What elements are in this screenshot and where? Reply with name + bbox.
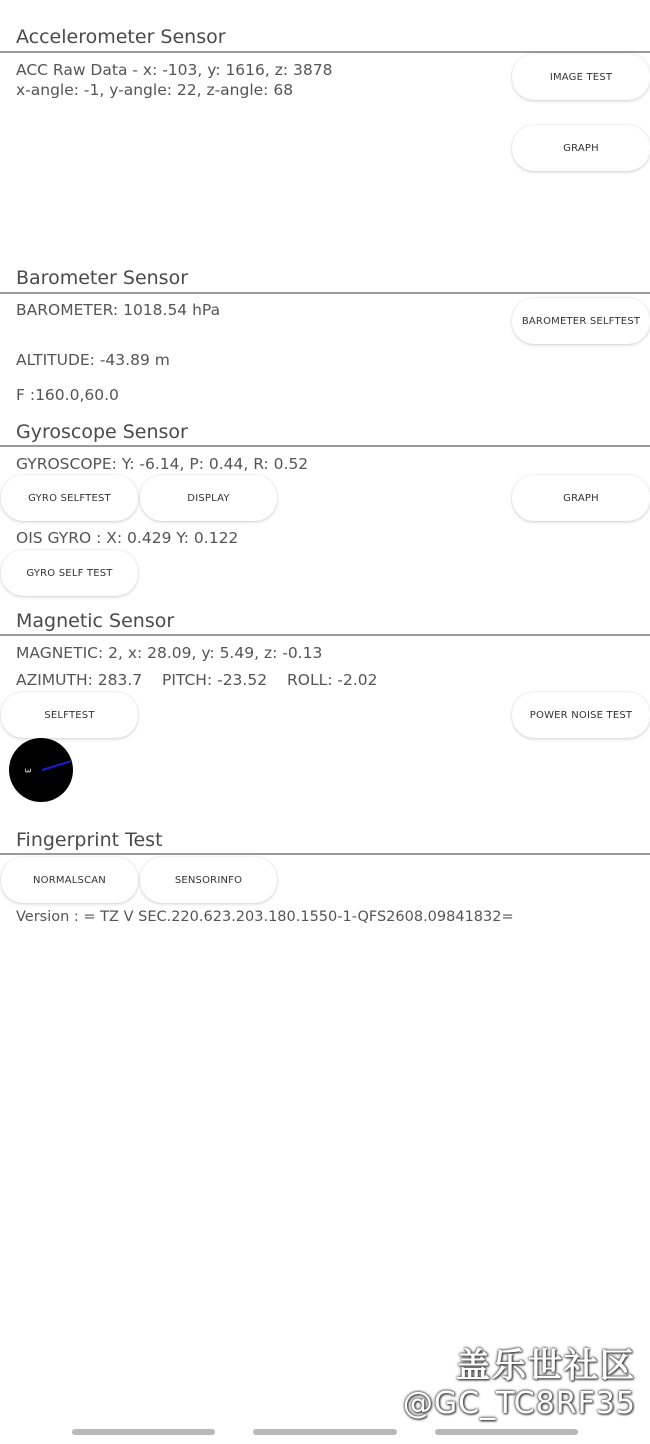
gyroscope-divider: [0, 445, 650, 447]
roll-value: ROLL: -2.02: [287, 671, 378, 689]
acc-raw-data: ACC Raw Data - x: -103, y: 1616, z: 3878: [16, 61, 333, 79]
power-noise-test-button[interactable]: POWER NOISE TEST: [512, 692, 650, 738]
accelerometer-divider: [0, 51, 650, 53]
nav-bar-left[interactable]: [72, 1429, 215, 1435]
accelerometer-section-title: Accelerometer Sensor: [16, 26, 226, 48]
f-value: F :160.0,60.0: [16, 386, 119, 404]
pitch-value: PITCH: -23.52: [162, 671, 268, 689]
gyro-display-button[interactable]: DISPLAY: [140, 475, 277, 521]
sensorinfo-button[interactable]: SENSORINFO: [140, 857, 277, 903]
barometer-selftest-button[interactable]: BAROMETER SELFTEST: [512, 298, 650, 344]
fingerprint-divider: [0, 853, 650, 855]
ois-gyro-selftest-button[interactable]: GYRO SELF TEST: [1, 550, 138, 596]
barometer-section-title: Barometer Sensor: [16, 267, 189, 289]
watermark-handle: @GC_TC8RF35: [402, 1386, 636, 1421]
image-test-button[interactable]: IMAGE TEST: [512, 54, 650, 100]
magnetic-divider: [0, 634, 650, 636]
ois-gyro-value: OIS GYRO : X: 0.429 Y: 0.122: [16, 529, 239, 547]
azimuth-value: AZIMUTH: 283.7: [16, 671, 143, 689]
magnetic-value: MAGNETIC: 2, x: 28.09, y: 5.49, z: -0.13: [16, 644, 323, 662]
compass-needle: [42, 760, 71, 771]
gyroscope-value: GYROSCOPE: Y: -6.14, P: 0.44, R: 0.52: [16, 455, 309, 473]
gyroscope-section-title: Gyroscope Sensor: [16, 421, 188, 443]
barometer-divider: [0, 292, 650, 294]
gyro-graph-button[interactable]: GRAPH: [512, 475, 650, 521]
compass-number: 3: [23, 767, 33, 774]
nav-bar-right[interactable]: [435, 1429, 578, 1435]
magnetic-selftest-button[interactable]: SELFTEST: [1, 692, 138, 738]
altitude-value: ALTITUDE: -43.89 m: [16, 351, 170, 369]
compass-dial: [9, 738, 73, 802]
watermark-community: 盖乐世社区: [456, 1346, 636, 1386]
fingerprint-section-title: Fingerprint Test: [16, 829, 163, 851]
normalscan-button[interactable]: NORMALSCAN: [1, 857, 138, 903]
gyro-selftest-button[interactable]: GYRO SELFTEST: [1, 475, 138, 521]
barometer-value: BAROMETER: 1018.54 hPa: [16, 301, 221, 319]
acc-angles: x-angle: -1, y-angle: 22, z-angle: 68: [16, 81, 294, 99]
nav-bar-center[interactable]: [253, 1429, 397, 1435]
magnetic-section-title: Magnetic Sensor: [16, 610, 175, 632]
acc-graph-button[interactable]: GRAPH: [512, 125, 650, 171]
fingerprint-version: Version : = TZ V SEC.220.623.203.180.1550-1-QFS2608.09841832=: [16, 909, 514, 925]
